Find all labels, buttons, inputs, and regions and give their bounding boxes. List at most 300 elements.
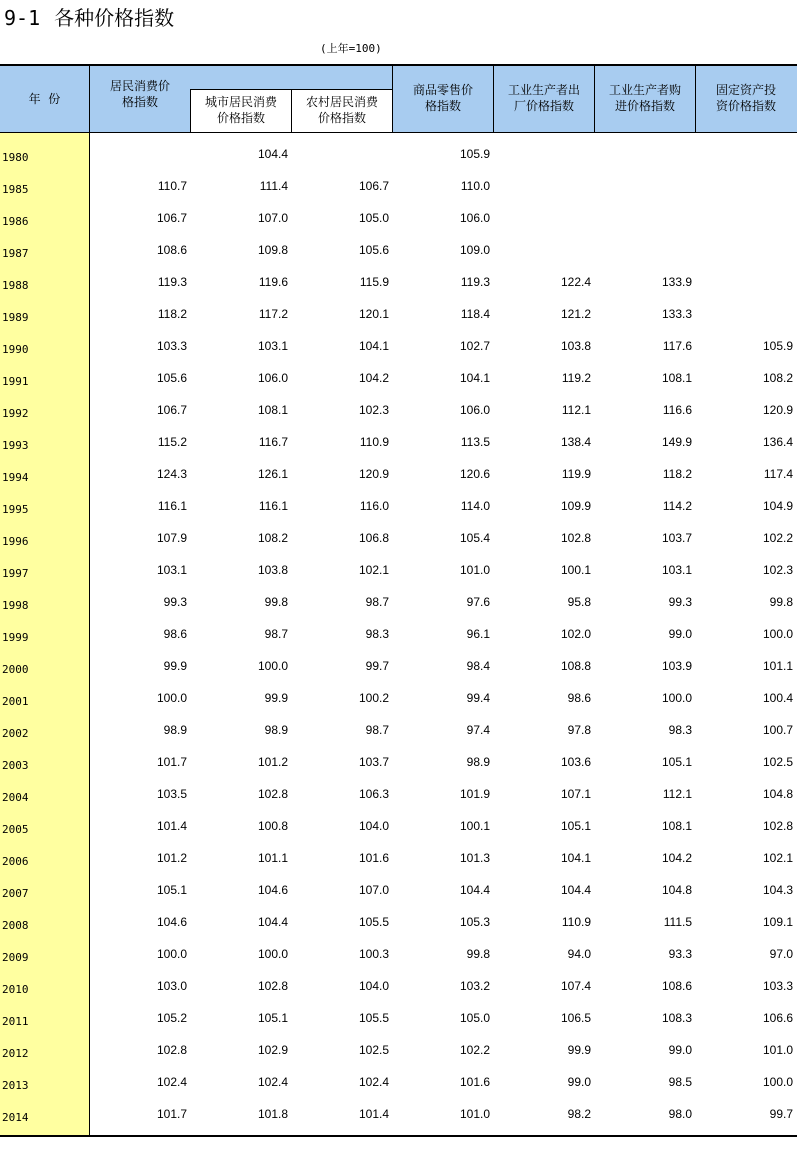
value-cell: 103.6	[560, 755, 591, 769]
value-cell: 116.1	[258, 499, 288, 513]
header-purchase: 工业生产者购进价格指数	[608, 83, 681, 113]
table-row	[0, 490, 797, 522]
year-cell: 1980	[2, 151, 29, 164]
value-cell: 93.3	[668, 947, 692, 961]
value-cell: 116.0	[359, 499, 389, 513]
value-cell: 104.9	[762, 499, 793, 513]
value-cell: 109.8	[257, 243, 288, 257]
value-cell: 103.3	[762, 979, 793, 993]
value-cell: 112.1	[662, 787, 692, 801]
year-cell: 2001	[2, 695, 29, 708]
value-cell: 108.8	[560, 659, 591, 673]
value-cell: 100.1	[459, 819, 490, 833]
value-cell: 100.0	[762, 627, 793, 641]
value-cell: 100.2	[358, 691, 389, 705]
table-row	[0, 714, 797, 746]
value-cell: 98.9	[466, 755, 490, 769]
value-cell: 108.6	[661, 979, 692, 993]
value-cell: 105.2	[156, 1011, 187, 1025]
header-cpi: 居民消费价格指数	[109, 79, 170, 109]
value-cell: 104.1	[459, 371, 490, 385]
value-cell: 111.5	[663, 915, 692, 929]
value-cell: 99.8	[264, 595, 288, 609]
value-cell: 98.7	[365, 595, 389, 609]
value-cell: 96.1	[466, 627, 490, 641]
value-cell: 106.3	[358, 787, 389, 801]
value-cell: 109.1	[762, 915, 793, 929]
value-cell: 120.9	[762, 403, 793, 417]
value-cell: 101.0	[762, 1043, 793, 1057]
value-cell: 101.0	[459, 563, 490, 577]
value-cell: 102.4	[156, 1075, 187, 1089]
value-cell: 102.5	[762, 755, 793, 769]
value-cell: 105.6	[156, 371, 187, 385]
value-cell: 108.1	[661, 371, 692, 385]
value-cell	[597, 170, 692, 202]
value-cell: 104.3	[762, 883, 793, 897]
value-cell: 102.8	[762, 819, 793, 833]
value-cell: 100.1	[560, 563, 591, 577]
value-cell: 121.2	[560, 307, 591, 321]
value-cell: 116.7	[258, 435, 288, 449]
value-cell: 105.9	[459, 147, 490, 161]
table-row	[0, 234, 797, 266]
value-cell: 102.8	[560, 531, 591, 545]
value-cell: 101.7	[156, 1107, 187, 1121]
value-cell: 101.6	[358, 851, 389, 865]
table-row	[0, 266, 797, 298]
header-retail: 商品零售价格指数	[412, 83, 473, 113]
value-cell: 106.8	[358, 531, 389, 545]
divider	[695, 66, 696, 133]
value-cell: 97.4	[466, 723, 490, 737]
value-cell: 99.7	[365, 659, 389, 673]
value-cell: 99.0	[668, 627, 692, 641]
value-cell: 98.7	[264, 627, 288, 641]
value-cell: 120.6	[459, 467, 490, 481]
year-cell: 2005	[2, 823, 29, 836]
table-row	[0, 682, 797, 714]
value-cell: 107.0	[358, 883, 389, 897]
value-cell: 124.3	[156, 467, 187, 481]
value-cell: 104.6	[257, 883, 288, 897]
value-cell: 105.3	[459, 915, 490, 929]
divider	[0, 132, 797, 133]
value-cell: 103.7	[661, 531, 692, 545]
value-cell: 109.0	[459, 243, 490, 257]
table-row	[0, 874, 797, 906]
table-number: 9-1	[4, 6, 41, 30]
value-cell: 117.6	[662, 339, 692, 353]
value-cell: 102.4	[358, 1075, 389, 1089]
value-cell: 97.0	[769, 947, 793, 961]
value-cell: 104.2	[661, 851, 692, 865]
value-cell: 102.1	[762, 851, 793, 865]
value-cell: 114.2	[662, 499, 692, 513]
value-cell: 102.9	[257, 1043, 288, 1057]
value-cell: 102.3	[358, 403, 389, 417]
value-cell: 105.5	[358, 915, 389, 929]
value-cell: 106.0	[459, 403, 490, 417]
table-row	[0, 362, 797, 394]
value-cell: 105.1	[156, 883, 187, 897]
value-cell: 99.8	[466, 947, 490, 961]
year-cell: 1985	[2, 183, 29, 196]
value-cell: 105.5	[358, 1011, 389, 1025]
value-cell: 100.0	[156, 691, 187, 705]
value-cell	[698, 266, 793, 298]
value-cell: 99.3	[163, 595, 187, 609]
year-cell: 2003	[2, 759, 29, 772]
value-cell: 98.5	[668, 1075, 692, 1089]
header-ppi: 工业生产者出厂价格指数	[507, 83, 580, 113]
header-year: 年 份	[28, 92, 61, 106]
value-cell: 118.2	[157, 307, 187, 321]
value-cell: 102.8	[257, 979, 288, 993]
value-cell: 106.7	[156, 211, 187, 225]
year-cell: 2008	[2, 919, 29, 932]
value-cell: 103.5	[156, 787, 187, 801]
value-cell: 102.1	[358, 563, 389, 577]
table-row	[0, 650, 797, 682]
value-cell: 106.5	[560, 1011, 591, 1025]
value-cell: 110.7	[157, 179, 187, 193]
value-cell	[496, 170, 591, 202]
value-cell: 120.1	[358, 307, 389, 321]
value-cell: 104.8	[661, 883, 692, 897]
year-cell: 1997	[2, 567, 29, 580]
value-cell: 104.1	[560, 851, 591, 865]
value-cell: 105.1	[661, 755, 692, 769]
value-cell: 102.4	[257, 1075, 288, 1089]
value-cell: 108.6	[156, 243, 187, 257]
value-cell: 108.3	[661, 1011, 692, 1025]
value-cell: 105.6	[358, 243, 389, 257]
year-cell: 2012	[2, 1047, 29, 1060]
value-cell: 107.0	[257, 211, 288, 225]
divider	[594, 66, 595, 133]
table-row	[0, 906, 797, 938]
table-row	[0, 842, 797, 874]
value-cell: 101.0	[459, 1107, 490, 1121]
value-cell: 99.4	[466, 691, 490, 705]
table-header	[0, 64, 797, 133]
table-row	[0, 970, 797, 1002]
table-row	[0, 938, 797, 970]
value-cell: 100.0	[257, 947, 288, 961]
year-cell: 2010	[2, 983, 29, 996]
year-cell: 1986	[2, 215, 29, 228]
value-cell: 99.0	[567, 1075, 591, 1089]
table-row	[0, 1066, 797, 1098]
table-row	[0, 1098, 797, 1130]
value-cell	[496, 234, 591, 266]
divider	[190, 90, 191, 133]
value-cell: 102.7	[459, 339, 490, 353]
value-cell: 103.0	[156, 979, 187, 993]
value-cell: 104.4	[560, 883, 591, 897]
value-cell: 97.6	[466, 595, 490, 609]
value-cell: 105.9	[762, 339, 793, 353]
value-cell: 107.4	[560, 979, 591, 993]
table-row	[0, 298, 797, 330]
value-cell: 102.8	[156, 1043, 187, 1057]
value-cell: 103.8	[257, 563, 288, 577]
value-cell: 112.1	[561, 403, 591, 417]
value-cell	[294, 138, 389, 170]
value-cell: 101.1	[762, 659, 793, 673]
value-cell: 99.8	[769, 595, 793, 609]
value-cell: 101.8	[257, 1107, 288, 1121]
value-cell: 106.7	[156, 403, 187, 417]
year-cell: 1994	[2, 471, 29, 484]
value-cell: 103.1	[156, 563, 187, 577]
table-bottom-border	[0, 1135, 797, 1137]
year-cell: 2004	[2, 791, 29, 804]
value-cell: 122.4	[560, 275, 591, 289]
value-cell: 98.9	[163, 723, 187, 737]
value-cell: 102.8	[257, 787, 288, 801]
year-cell: 2002	[2, 727, 29, 740]
year-cell: 1996	[2, 535, 29, 548]
value-cell: 100.3	[358, 947, 389, 961]
value-cell	[496, 138, 591, 170]
year-cell: 1990	[2, 343, 29, 356]
value-cell: 104.4	[257, 147, 288, 161]
value-cell: 133.9	[661, 275, 692, 289]
value-cell: 117.2	[258, 307, 288, 321]
value-cell: 138.4	[560, 435, 591, 449]
value-cell: 98.7	[365, 723, 389, 737]
value-cell: 126.1	[257, 467, 288, 481]
value-cell: 103.7	[358, 755, 389, 769]
divider	[89, 66, 90, 133]
year-cell: 1999	[2, 631, 29, 644]
value-cell: 98.0	[668, 1107, 692, 1121]
table-row	[0, 170, 797, 202]
value-cell: 119.3	[157, 275, 187, 289]
value-cell: 101.4	[358, 1107, 389, 1121]
value-cell: 108.1	[661, 819, 692, 833]
value-cell: 113.5	[460, 435, 490, 449]
value-cell: 110.9	[561, 915, 591, 929]
value-cell: 103.8	[560, 339, 591, 353]
value-cell: 100.7	[762, 723, 793, 737]
value-cell: 99.0	[668, 1043, 692, 1057]
value-cell	[496, 202, 591, 234]
divider	[291, 90, 292, 133]
value-cell: 119.9	[561, 467, 591, 481]
value-cell: 115.9	[359, 275, 389, 289]
value-cell: 109.9	[560, 499, 591, 513]
value-cell: 105.1	[257, 1011, 288, 1025]
value-cell: 103.3	[156, 339, 187, 353]
value-cell: 118.2	[662, 467, 692, 481]
year-cell: 2014	[2, 1111, 29, 1124]
value-cell: 101.1	[257, 851, 288, 865]
value-cell: 100.0	[156, 947, 187, 961]
header-rural-cpi: 农村居民消费价格指数	[305, 95, 378, 125]
value-cell: 98.4	[466, 659, 490, 673]
value-cell: 104.0	[358, 979, 389, 993]
value-cell: 110.9	[359, 435, 389, 449]
value-cell: 116.1	[157, 499, 187, 513]
value-cell	[698, 298, 793, 330]
value-cell: 119.6	[258, 275, 288, 289]
table-name: 各种价格指数	[54, 6, 175, 30]
divider	[392, 66, 393, 133]
year-cell: 1987	[2, 247, 29, 260]
value-cell: 98.6	[567, 691, 591, 705]
value-cell: 101.4	[156, 819, 187, 833]
value-cell: 117.4	[763, 467, 793, 481]
value-cell: 118.4	[460, 307, 490, 321]
value-cell: 102.2	[459, 1043, 490, 1057]
value-cell: 104.4	[257, 915, 288, 929]
value-cell: 102.2	[762, 531, 793, 545]
value-cell: 104.8	[762, 787, 793, 801]
value-cell: 97.8	[567, 723, 591, 737]
value-cell: 107.1	[560, 787, 591, 801]
table-row	[0, 138, 797, 170]
value-cell: 107.9	[156, 531, 187, 545]
value-cell: 103.1	[661, 563, 692, 577]
table-row	[0, 618, 797, 650]
year-cell: 2006	[2, 855, 29, 868]
year-cell: 1988	[2, 279, 29, 292]
value-cell: 136.4	[762, 435, 793, 449]
year-cell: 1998	[2, 599, 29, 612]
value-cell: 133.3	[661, 307, 692, 321]
table-row	[0, 810, 797, 842]
table-row	[0, 554, 797, 586]
value-cell: 116.6	[662, 403, 692, 417]
value-cell: 100.8	[257, 819, 288, 833]
value-cell: 108.1	[257, 403, 288, 417]
value-cell: 119.2	[561, 371, 591, 385]
value-cell: 101.6	[459, 1075, 490, 1089]
value-cell: 94.0	[567, 947, 591, 961]
value-cell: 120.9	[358, 467, 389, 481]
table-row	[0, 394, 797, 426]
value-cell: 99.9	[567, 1043, 591, 1057]
value-cell: 105.4	[459, 531, 490, 545]
value-cell: 102.3	[762, 563, 793, 577]
header-urban-cpi: 城市居民消费价格指数	[204, 95, 277, 125]
table-row	[0, 330, 797, 362]
year-cell: 2013	[2, 1079, 29, 1092]
year-cell: 2000	[2, 663, 29, 676]
value-cell: 106.6	[762, 1011, 793, 1025]
value-cell: 149.9	[661, 435, 692, 449]
value-cell: 106.7	[358, 179, 389, 193]
value-cell: 104.2	[358, 371, 389, 385]
value-cell: 114.0	[460, 499, 490, 513]
value-cell: 101.9	[459, 787, 490, 801]
value-cell: 99.9	[163, 659, 187, 673]
value-cell: 101.7	[156, 755, 187, 769]
table-row	[0, 458, 797, 490]
table-row	[0, 522, 797, 554]
value-cell: 104.1	[358, 339, 389, 353]
value-cell: 115.2	[157, 435, 187, 449]
year-cell: 2007	[2, 887, 29, 900]
value-cell: 102.5	[358, 1043, 389, 1057]
value-cell: 105.0	[358, 211, 389, 225]
value-cell: 104.0	[358, 819, 389, 833]
year-cell: 1993	[2, 439, 29, 452]
divider	[493, 66, 494, 133]
value-cell: 105.0	[459, 1011, 490, 1025]
value-cell: 99.3	[668, 595, 692, 609]
divider	[190, 89, 393, 90]
value-cell: 119.3	[460, 275, 490, 289]
value-cell: 105.1	[560, 819, 591, 833]
table-row	[0, 586, 797, 618]
value-cell	[698, 234, 793, 266]
base-note: (上年=100)	[320, 42, 382, 55]
value-cell: 100.0	[257, 659, 288, 673]
value-cell: 98.3	[668, 723, 692, 737]
value-cell: 101.2	[257, 755, 288, 769]
value-cell: 104.4	[459, 883, 490, 897]
value-cell: 100.0	[661, 691, 692, 705]
value-cell: 98.3	[365, 627, 389, 641]
value-cell: 103.9	[661, 659, 692, 673]
value-cell: 111.4	[259, 179, 288, 193]
value-cell: 103.1	[257, 339, 288, 353]
value-cell: 98.6	[163, 627, 187, 641]
header-fixed-asset: 固定资产投资价格指数	[715, 83, 776, 113]
year-cell: 2011	[2, 1015, 29, 1028]
year-cell: 2009	[2, 951, 29, 964]
value-cell	[92, 138, 187, 170]
value-cell	[698, 202, 793, 234]
value-cell: 101.3	[459, 851, 490, 865]
value-cell: 103.2	[459, 979, 490, 993]
value-cell: 99.7	[769, 1107, 793, 1121]
value-cell: 108.2	[257, 531, 288, 545]
value-cell	[597, 138, 692, 170]
value-cell: 95.8	[567, 595, 591, 609]
value-cell: 100.4	[762, 691, 793, 705]
value-cell: 98.9	[264, 723, 288, 737]
value-cell	[698, 138, 793, 170]
value-cell: 101.2	[156, 851, 187, 865]
value-cell: 106.0	[459, 211, 490, 225]
table-row	[0, 202, 797, 234]
value-cell	[597, 234, 692, 266]
year-cell: 1991	[2, 375, 29, 388]
value-cell: 108.2	[762, 371, 793, 385]
table-row	[0, 746, 797, 778]
year-cell: 1995	[2, 503, 29, 516]
value-cell: 98.2	[567, 1107, 591, 1121]
table-row	[0, 1034, 797, 1066]
table-title	[4, 6, 174, 30]
table-row	[0, 426, 797, 458]
value-cell	[597, 202, 692, 234]
table-row	[0, 1002, 797, 1034]
value-cell: 110.0	[460, 179, 490, 193]
value-cell: 104.6	[156, 915, 187, 929]
value-cell: 106.0	[257, 371, 288, 385]
year-cell: 1992	[2, 407, 29, 420]
year-cell: 1989	[2, 311, 29, 324]
value-cell: 100.0	[762, 1075, 793, 1089]
value-cell: 102.0	[560, 627, 591, 641]
value-cell: 99.9	[264, 691, 288, 705]
